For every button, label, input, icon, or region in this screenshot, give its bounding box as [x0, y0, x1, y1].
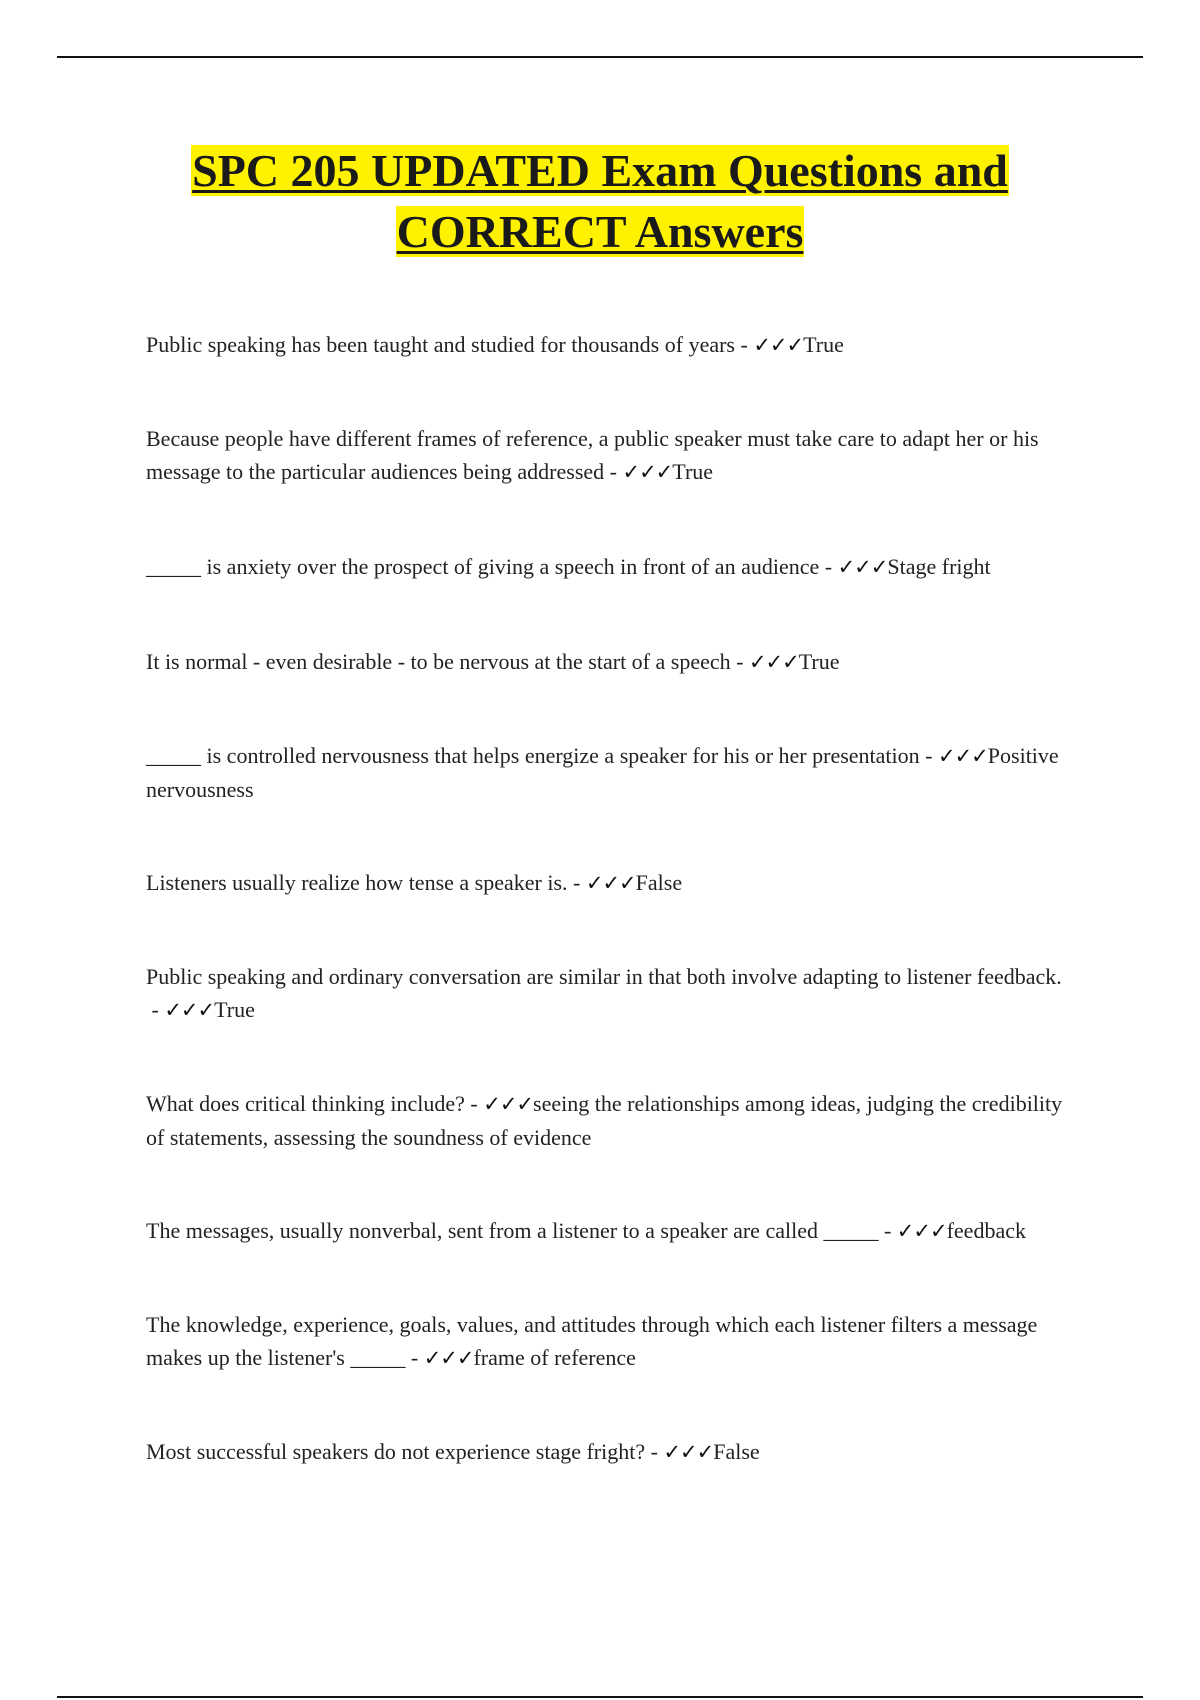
question-text: Public speaking has been taught and studied for thousands of years: [146, 332, 735, 357]
top-rule: [57, 56, 1143, 58]
answer-text: True: [672, 459, 714, 484]
question-text: The messages, usually nonverbal, sent from a listener to a speaker are called _____: [146, 1218, 879, 1243]
qa-item: [146, 739, 1066, 806]
separator: -: [405, 1345, 424, 1370]
answer-text: False: [635, 870, 683, 895]
separator: -: [734, 332, 754, 357]
qa-item: [146, 1435, 1066, 1469]
check-icon: ✓✓✓: [585, 871, 636, 895]
answer-text: feedback: [946, 1218, 1026, 1243]
question-text: Public speaking and ordinary conversation are similar in that both involve adapting to listener feedback.: [146, 964, 1062, 989]
answer-text: True: [803, 332, 844, 357]
question-text: Listeners usually realize how tense a speaker is.: [146, 870, 568, 895]
separator: -: [464, 1091, 484, 1116]
qa-item: [146, 1308, 1066, 1375]
check-icon: ✓✓✓: [483, 1092, 534, 1116]
check-icon: ✓✓✓: [423, 1346, 474, 1370]
qa-item: [146, 866, 1066, 900]
title-line-2: CORRECT Answers: [396, 206, 804, 257]
qa-item: [146, 960, 1066, 1027]
question-text: _____ is anxiety over the prospect of giving a speech in front of an audience: [146, 554, 820, 579]
document-title: [0, 140, 1200, 262]
check-icon: ✓✓✓: [164, 998, 215, 1022]
separator: -: [919, 743, 938, 768]
answer-text: seeing the relationships among ideas, judging the credibility of statements, assessing the soundness of evidence: [146, 1091, 1063, 1150]
answer-text: True: [214, 997, 255, 1022]
separator: -: [730, 649, 749, 674]
separator: -: [146, 997, 165, 1022]
answer-text: Stage fright: [887, 554, 991, 579]
question-text: It is normal - even desirable - to be nervous at the start of a speech: [146, 649, 731, 674]
answer-text: frame of reference: [473, 1345, 636, 1370]
question-text: The knowledge, experience, goals, values, and attitudes through which each listener filters a message makes up the listener's _____: [146, 1312, 1038, 1370]
question-text: Because people have different frames of reference, a public speaker must take care to adapt her or his message to the particular audiences being addressed: [146, 426, 1039, 484]
question-text: Most successful speakers do not experience stage fright?: [146, 1439, 646, 1464]
separator: -: [567, 870, 586, 895]
answer-text: False: [713, 1439, 760, 1464]
qa-item: [146, 1087, 1066, 1154]
separator: -: [604, 459, 623, 484]
separator: -: [878, 1218, 897, 1243]
qa-item: [146, 328, 1066, 362]
qa-item: [146, 422, 1066, 489]
qa-list: [146, 328, 1066, 1469]
check-icon: ✓✓✓: [937, 744, 988, 768]
separator: -: [819, 554, 838, 579]
check-icon: ✓✓✓: [753, 333, 804, 357]
qa-item: [146, 550, 1066, 584]
qa-item: [146, 1214, 1066, 1248]
qa-item: [146, 645, 1066, 679]
question-text: What does critical thinking include?: [146, 1091, 465, 1116]
answer-text: Positive nervousness: [146, 743, 1059, 802]
question-text: _____ is controlled nervousness that helps energize a speaker for his or her presentation: [146, 743, 920, 768]
check-icon: ✓✓✓: [622, 460, 673, 484]
check-icon: ✓✓✓: [896, 1219, 947, 1243]
separator: -: [645, 1439, 664, 1464]
check-icon: ✓✓✓: [748, 650, 799, 674]
check-icon: ✓✓✓: [663, 1440, 714, 1464]
bottom-rule: [57, 1696, 1143, 1698]
check-icon: ✓✓✓: [837, 555, 888, 579]
answer-text: True: [798, 649, 840, 674]
title-line-1: SPC 205 UPDATED Exam Questions and: [192, 145, 1008, 196]
